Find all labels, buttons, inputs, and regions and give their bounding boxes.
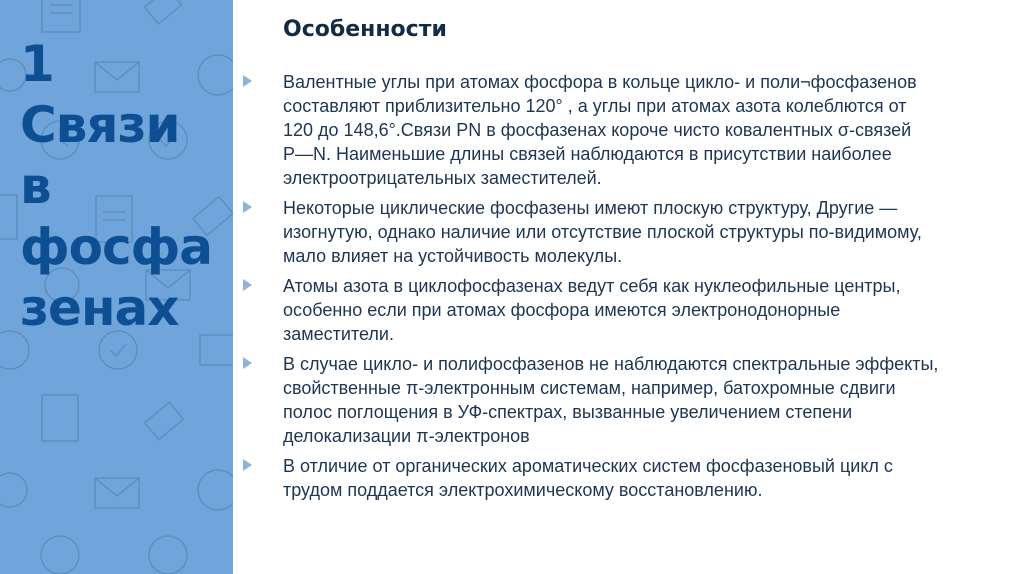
bullet-text-line: В случае цикло- и полифосфазенов не наблюдаются спектральные эффекты, (283, 354, 939, 374)
chart-icon (200, 335, 233, 365)
tag-icon (144, 0, 181, 24)
bullet-text-line: Атомы азота в циклофосфазенах ведут себя как нуклеофильные центры, (283, 276, 901, 296)
bullet-text-line: В отличие от органических ароматических систем фосфазеновый цикл с (283, 456, 893, 476)
bullet-arrow-icon (243, 459, 252, 471)
bullet-arrow-icon (243, 357, 252, 369)
title-line: 1 (20, 35, 54, 93)
bullet-text-line: электроотрицательных заместителей. (283, 168, 602, 188)
bullet-text-line: Некоторые циклические фосфазены имеют плоскую структуру, Другие — (283, 198, 898, 218)
bullet-arrow-icon (243, 279, 252, 291)
bullet-list (243, 70, 1023, 508)
bullet-text-line: заместители. (283, 324, 394, 344)
bullet-text-line: P—N. Наименьшие длины связей наблюдаются в присутствии наиболее (283, 144, 892, 164)
slide-section-title (20, 34, 212, 339)
title-line: зенах (20, 279, 179, 337)
bullet-item (243, 454, 1023, 502)
bullet-text-line: полос поглощения в УФ-спектрах, вызванные увеличением степени (283, 402, 853, 422)
bullet-text-line: свойственные π-электронным системам, например, батохромные сдвиги (283, 378, 896, 398)
phone-icon (0, 195, 17, 239)
title-line: Связи (20, 96, 180, 154)
bullet-text-line: изогнутую, однако наличие или отсутствие плоской структуры по-видимому, (283, 222, 922, 242)
bullet-text-line: особенно если при атомах фосфора имеются электронодонорные (283, 300, 841, 320)
bullet-arrow-icon (243, 75, 252, 87)
title-line: в (20, 157, 51, 215)
bullet-item (243, 196, 1023, 268)
bullet-text-line: мало влияет на устойчивость молекулы. (283, 246, 623, 266)
envelope-icon (95, 478, 139, 508)
pie-icon (0, 473, 27, 507)
bullet-item (243, 274, 1023, 346)
document-icon (42, 395, 78, 441)
check-icon (149, 536, 187, 574)
bullet-text-line: делокализации π-электронов (283, 426, 530, 446)
tag-icon (145, 402, 184, 439)
bullet-text-line: трудом поддается электрохимическому восстановлению. (283, 480, 763, 500)
title-line: фосфа (20, 218, 212, 276)
sidebar-panel (0, 0, 233, 574)
bullet-item (243, 352, 1023, 448)
bullet-item (243, 70, 1023, 190)
bullet-arrow-icon (243, 201, 252, 213)
document-icon (42, 0, 80, 32)
chat-icon (198, 470, 233, 510)
bullet-text-line: 120 до 148,6°.Связи PN в фосфазенах короче чисто ковалентных σ-связей (283, 120, 912, 140)
clock-icon (41, 536, 79, 574)
bullet-text-line: составляют приблизительно 120° , а углы при атомах азота колеблются от (283, 96, 907, 116)
page-title: Особенности (283, 17, 447, 42)
bullet-text-line: Валентные углы при атомах фосфора в кольце цикло- и поли¬фосфазенов (283, 72, 917, 92)
